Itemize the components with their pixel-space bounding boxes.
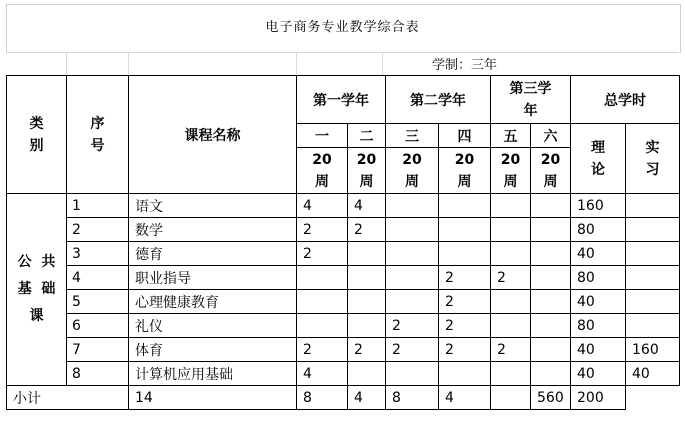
semester-hours: 2 — [439, 314, 491, 338]
semester-hours — [386, 242, 439, 266]
weeks-number: 20 — [356, 151, 377, 168]
semester-hours: 2 — [348, 218, 386, 242]
semester-3-header: 三 — [386, 124, 439, 148]
subtotal-semester-hours: 4 — [439, 386, 491, 410]
grid-line — [66, 52, 67, 75]
year1-header: 第一学年 — [297, 76, 386, 124]
practice-hours — [626, 242, 680, 266]
semester-hours — [386, 218, 439, 242]
table-row — [7, 218, 680, 242]
course-name: 心理健康教育 — [129, 290, 297, 314]
semester-hours: 2 — [386, 314, 439, 338]
practice-hours — [626, 314, 680, 338]
row-number: 3 — [67, 242, 129, 266]
semester-hours — [531, 338, 571, 362]
semester-hours — [348, 314, 386, 338]
theory-hours: 40 — [571, 362, 626, 386]
row-number: 6 — [67, 314, 129, 338]
practice-hours — [626, 290, 680, 314]
weeks-unit: 周 — [315, 173, 329, 190]
semester-hours — [531, 314, 571, 338]
semester-hours: 2 — [348, 338, 386, 362]
category-char: 共 — [41, 254, 56, 270]
year3-header-line: 年 — [523, 102, 538, 119]
grid-line — [128, 52, 129, 75]
weeks-cell — [439, 148, 491, 194]
semester-hours — [491, 362, 531, 386]
table-row — [7, 338, 680, 362]
theory-hours: 40 — [571, 338, 626, 362]
theory-hours: 80 — [571, 314, 626, 338]
semester-2-header: 二 — [348, 124, 386, 148]
semester-1-header: 一 — [297, 124, 348, 148]
semester-5-header: 五 — [491, 124, 531, 148]
seq-header-line: 号 — [90, 137, 105, 154]
semester-hours — [531, 290, 571, 314]
subtotal-row — [7, 386, 680, 410]
semester-hours — [439, 242, 491, 266]
course-name: 语文 — [129, 194, 297, 218]
practice-hours — [626, 266, 680, 290]
semester-hours — [297, 314, 348, 338]
semester-hours — [531, 194, 571, 218]
semester-hours: 4 — [297, 194, 348, 218]
semester-hours — [348, 242, 386, 266]
weeks-number: 20 — [312, 151, 332, 168]
practice-hours: 40 — [626, 362, 680, 386]
semester-hours — [439, 362, 491, 386]
theory-hours: 80 — [571, 266, 626, 290]
theory-hours: 80 — [571, 218, 626, 242]
semester-hours: 4 — [297, 362, 348, 386]
row-number: 4 — [67, 266, 129, 290]
weeks-cell — [348, 148, 386, 194]
grid-line — [382, 52, 383, 75]
theory-hours: 40 — [571, 290, 626, 314]
year3-header — [491, 76, 571, 124]
category-char: 课 — [29, 308, 44, 324]
weeks-number: 20 — [500, 151, 521, 168]
semester-hours — [531, 218, 571, 242]
weeks-unit: 周 — [457, 173, 472, 190]
semester-hours: 2 — [439, 266, 491, 290]
semester-hours: 2 — [297, 338, 348, 362]
row-number: 2 — [67, 218, 129, 242]
total-hours-header: 总学时 — [571, 76, 680, 124]
subtotal-semester-hours — [491, 386, 531, 410]
weeks-cell — [531, 148, 571, 194]
semester-hours: 2 — [386, 338, 439, 362]
practice-hours: 160 — [626, 338, 680, 362]
theory-header — [571, 124, 626, 194]
category-header-line: 别 — [29, 137, 44, 154]
subtotal-label: 小计 — [7, 386, 129, 410]
semester-hours — [386, 362, 439, 386]
course-name: 职业指导 — [129, 266, 297, 290]
title-divider — [6, 52, 679, 53]
subtotal-semester-hours: 4 — [348, 386, 386, 410]
semester-hours — [491, 290, 531, 314]
year3-header-line: 第三学 — [509, 80, 552, 97]
seq-header — [67, 76, 129, 194]
practice-hours — [626, 218, 680, 242]
weeks-number: 20 — [454, 151, 475, 168]
semester-hours — [386, 290, 439, 314]
semester-hours — [491, 218, 531, 242]
semester-hours — [531, 242, 571, 266]
semester-hours: 2 — [297, 218, 348, 242]
practice-header — [626, 124, 680, 194]
seq-header-line: 序 — [90, 115, 105, 132]
weeks-cell — [491, 148, 531, 194]
semester-hours — [531, 266, 571, 290]
course-name: 体育 — [129, 338, 297, 362]
semester-hours — [491, 242, 531, 266]
semester-hours — [439, 218, 491, 242]
semester-hours: 2 — [439, 338, 491, 362]
semester-hours — [439, 194, 491, 218]
table-row — [7, 362, 680, 386]
subtotal-semester-hours: 8 — [297, 386, 348, 410]
semester-hours — [531, 362, 571, 386]
semester-4-header: 四 — [439, 124, 491, 148]
grid-line — [296, 52, 297, 75]
category-char: 础 — [41, 281, 56, 297]
row-number: 1 — [67, 194, 129, 218]
row-number: 8 — [67, 362, 129, 386]
theory-header-line: 理 — [591, 139, 605, 156]
semester-hours — [348, 290, 386, 314]
category-cell — [7, 194, 67, 386]
weeks-number: 20 — [540, 151, 561, 168]
semester-hours — [297, 290, 348, 314]
category-label — [7, 249, 66, 330]
course-name: 计算机应用基础 — [129, 362, 297, 386]
year2-header: 第二学年 — [386, 76, 491, 124]
semester-hours: 2 — [491, 266, 531, 290]
course-name: 德育 — [129, 242, 297, 266]
row-number: 5 — [67, 290, 129, 314]
table-row — [7, 266, 680, 290]
weeks-cell — [386, 148, 439, 194]
category-header — [7, 76, 67, 194]
practice-header-line: 习 — [645, 161, 660, 178]
weeks-number: 20 — [402, 151, 422, 168]
semester-hours — [348, 362, 386, 386]
course-name: 数学 — [129, 218, 297, 242]
weeks-unit: 周 — [503, 173, 518, 190]
course-name-header: 课程名称 — [129, 76, 297, 194]
subtotal-theory-hours: 560 — [531, 386, 571, 410]
semester-hours: 2 — [297, 242, 348, 266]
row-number: 7 — [67, 338, 129, 362]
semester-hours: 2 — [439, 290, 491, 314]
semester-hours — [491, 194, 531, 218]
table-row — [7, 242, 680, 266]
weeks-cell — [297, 148, 348, 194]
weeks-unit: 周 — [543, 173, 558, 190]
table-row — [7, 194, 680, 218]
subtotal-practice-hours: 200 — [571, 386, 626, 410]
category-header-line: 类 — [29, 115, 44, 132]
weeks-unit: 周 — [359, 173, 374, 190]
practice-header-line: 实 — [645, 139, 660, 156]
table-row — [7, 314, 680, 338]
header-row-1 — [7, 76, 680, 124]
category-char: 基 — [17, 281, 32, 297]
semester-hours: 2 — [491, 338, 531, 362]
semester-hours — [386, 266, 439, 290]
theory-header-line: 论 — [591, 161, 605, 178]
weeks-unit: 周 — [405, 173, 419, 190]
semester-hours — [348, 266, 386, 290]
theory-hours: 160 — [571, 194, 626, 218]
semester-hours — [297, 266, 348, 290]
page-title: 电子商务专业教学综合表 — [265, 20, 420, 35]
theory-hours: 40 — [571, 242, 626, 266]
subtotal-semester-hours: 8 — [386, 386, 439, 410]
semester-hours — [386, 194, 439, 218]
semester-hours — [491, 314, 531, 338]
practice-hours — [626, 194, 680, 218]
term-label: 学制：三年 — [432, 58, 498, 73]
semester-6-header: 六 — [531, 124, 571, 148]
category-char: 公 — [17, 254, 32, 270]
semester-hours: 4 — [348, 194, 386, 218]
course-name: 礼仪 — [129, 314, 297, 338]
curriculum-table — [6, 75, 680, 410]
subtotal-semester-hours: 14 — [129, 386, 297, 410]
table-row — [7, 290, 680, 314]
